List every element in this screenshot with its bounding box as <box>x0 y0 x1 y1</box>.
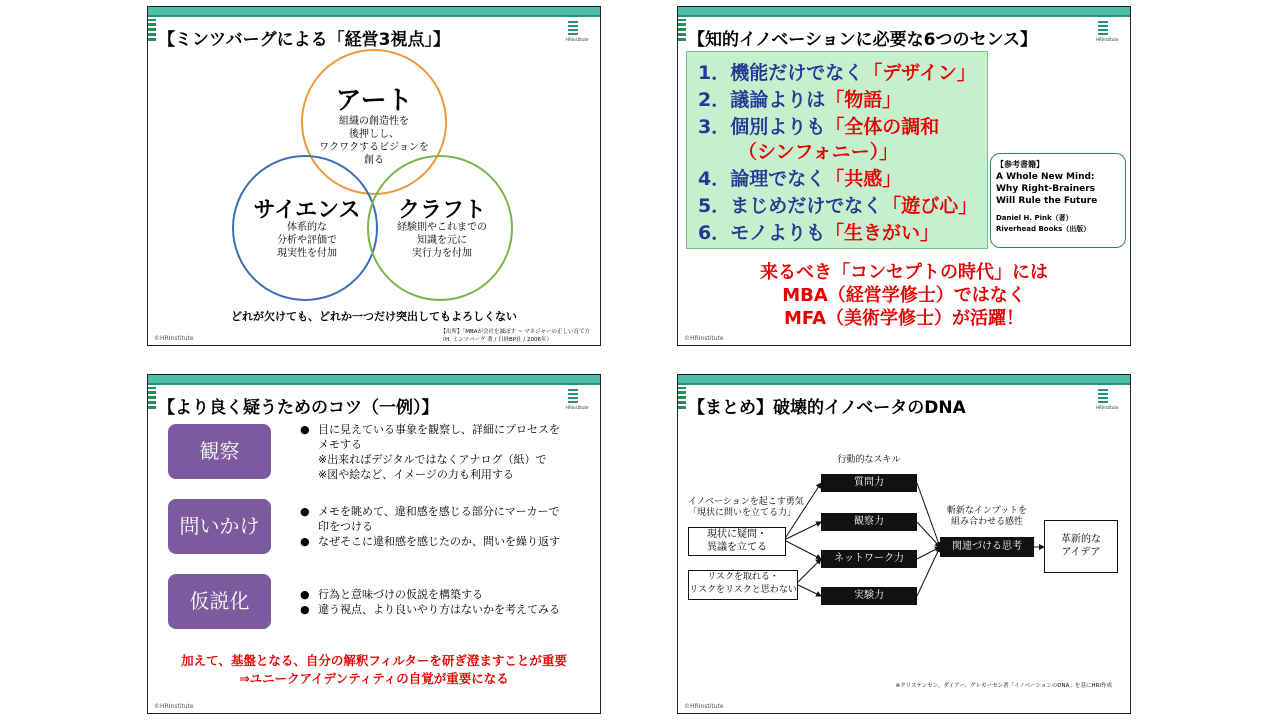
ref-publisher: Riverhead Books（出版） <box>996 225 1091 233</box>
bullet-dot: ● <box>300 603 310 616</box>
question-status-box: 現状に疑問・ 異議を立てる <box>688 527 786 556</box>
slide-title: 【より良く疑うためのコツ（一例）】 <box>158 398 439 418</box>
hri-logo: HRInstitute <box>1096 387 1122 413</box>
source-note: ※クリステンセン、ダイアー、グレガーセン著「イノベーションのDNA」を基にHRI作成 <box>895 683 1112 689</box>
risk-taking-box: リスクを取れる・ リスクをリスクと思わない <box>688 570 798 600</box>
courage-label: 「現状に問いを立てる力」 <box>688 508 797 518</box>
slide-doubt-tips <box>147 374 601 714</box>
step-box-hypothesis: 仮説化 <box>168 574 271 629</box>
craft-desc: 経験則やこれまでの 知識を元に 実行力を付加 <box>397 222 487 259</box>
conclusion-line: 加えて、基盤となる、自分の解釈フィルターを研ぎ澄ますことが重要 <box>181 653 567 668</box>
slide-topbar-accent <box>148 383 600 385</box>
copyright: ©HRInstitute <box>154 703 194 710</box>
hri-logo: HRInstitute <box>566 19 592 45</box>
slide-innovator-dna <box>677 374 1131 714</box>
hri-logo: HRInstitute <box>1096 19 1122 45</box>
step-box-question: 問いかけ <box>168 499 271 554</box>
courage-label: イノベーションを起こす勇気 <box>688 497 804 507</box>
copyright: ©HRInstitute <box>154 335 194 342</box>
skill-label: 行動的なスキル <box>837 455 901 465</box>
ref-author: Daniel H. Pink（著） <box>996 214 1073 222</box>
hri-logo: HRInstitute <box>566 387 592 413</box>
slide-titlebar <box>148 19 600 51</box>
step-box-observe: 観察 <box>168 424 271 479</box>
conclusion-line: MBA（経営学修士）ではなく <box>782 285 1026 306</box>
skill-box-observing: 観察力 <box>821 513 917 531</box>
ref-book-line: Will Rule the Future <box>996 196 1098 206</box>
slide-topbar <box>148 7 600 15</box>
slide-topbar <box>678 7 1130 15</box>
source-line-2: （H. ミンツバーグ 著 / 日経BP社 / 2006年） <box>439 337 552 343</box>
science-desc: 体系的な 分析や評価で 現実性を付加 <box>277 222 337 259</box>
slide-title: 【ミンツバーグによる「経営3視点」】 <box>158 30 450 50</box>
slide-six-senses <box>677 6 1131 346</box>
sense-item: 2．議論よりは「物語」 <box>698 89 902 111</box>
warning-note: どれが欠けても、どれか一つだけ突出してもよろしくない <box>231 310 517 323</box>
question-bullets: ● メモを眺めて、違和感を感じる部分にマーカーで 印をつける ● なぜそこに違和感を感じたのか、問いを繰り返す <box>300 505 560 548</box>
conclusion-line: ⇒ユニークアイデンティティの自覚が重要になる <box>239 671 509 686</box>
ref-book-line: Why Right-Brainers <box>996 184 1095 194</box>
title-stripes <box>678 19 686 41</box>
art-title: アート <box>335 86 413 116</box>
bullet-dot: ● <box>300 505 310 518</box>
slide-title: 【まとめ】破壊的イノベータのDNA <box>688 398 966 418</box>
skill-box-networking: ネットワーク力 <box>821 550 917 568</box>
combine-label: 斬新なインプットを <box>946 506 1028 516</box>
innovative-idea-box: 革新的な アイデア <box>1044 520 1118 573</box>
reference-book-box <box>990 153 1126 248</box>
slide-title: 【知的イノベーションに必要な6つのセンス】 <box>688 30 1037 50</box>
copyright: ©HRInstitute <box>684 703 724 710</box>
slide-topbar-accent <box>678 15 1130 17</box>
conclusion-line: MFA（美術学修士）が活躍！ <box>783 308 1025 329</box>
source-line-1: 【出所】「MBAが会社を滅ぼす ~ マネジャーの正しい育て方 <box>440 329 590 335</box>
slide-topbar-accent <box>148 15 600 17</box>
bullet-dot: ● <box>300 423 310 436</box>
ref-book-line: A Whole New Mind: <box>996 172 1095 182</box>
observe-bullets: ● 目に見えている事象を観察し、詳細にプロセスを メモする ※出来ればデジタルではなくアナログ（紙）で ※図や絵など、イメージの力も利用する <box>300 423 560 481</box>
conclusion-line: 来るべき「コンセプトの時代」には <box>760 262 1048 283</box>
bullet-dot: ● <box>300 588 310 601</box>
slide-titlebar <box>678 19 1130 51</box>
sense-item: 1．機能だけでなく「デザイン」 <box>698 62 976 84</box>
craft-title: クラフト <box>397 198 486 223</box>
title-stripes <box>148 19 156 41</box>
associating-box: 関連づける思考 <box>940 537 1034 557</box>
slide-topbar <box>148 375 600 383</box>
sense-item: 4．論理でなく「共感」 <box>698 168 902 190</box>
sense-item: 3．個別よりも「全体の調和 <box>698 116 940 138</box>
sense-item: 5．まじめだけでなく「遊び心」 <box>698 195 978 217</box>
copyright: ©HRInstitute <box>684 335 724 342</box>
science-title: サイエンス <box>253 198 361 223</box>
sense-item: 6．モノよりも「生きがい」 <box>698 222 940 244</box>
bullet-dot: ● <box>300 535 310 548</box>
art-desc: 組織の創造性を 後押しし、 ワクワクするビジョンを 創る <box>319 116 429 166</box>
hypothesis-bullets: ● 行為と意味づけの仮説を構築する ● 違う視点、より良いやり方はないかを考えてみる <box>300 588 560 616</box>
sense-item: （シンフォニー）」 <box>738 141 899 163</box>
skill-box-experimenting: 実験力 <box>821 587 917 605</box>
slide-mintzberg <box>147 6 601 346</box>
ref-label: 【参考書籍】 <box>996 160 1044 169</box>
slide-titlebar <box>148 387 600 419</box>
combine-label: 組み合わせる感性 <box>950 517 1023 527</box>
title-stripes <box>148 387 156 409</box>
skill-box-questioning: 質問力 <box>821 474 917 492</box>
